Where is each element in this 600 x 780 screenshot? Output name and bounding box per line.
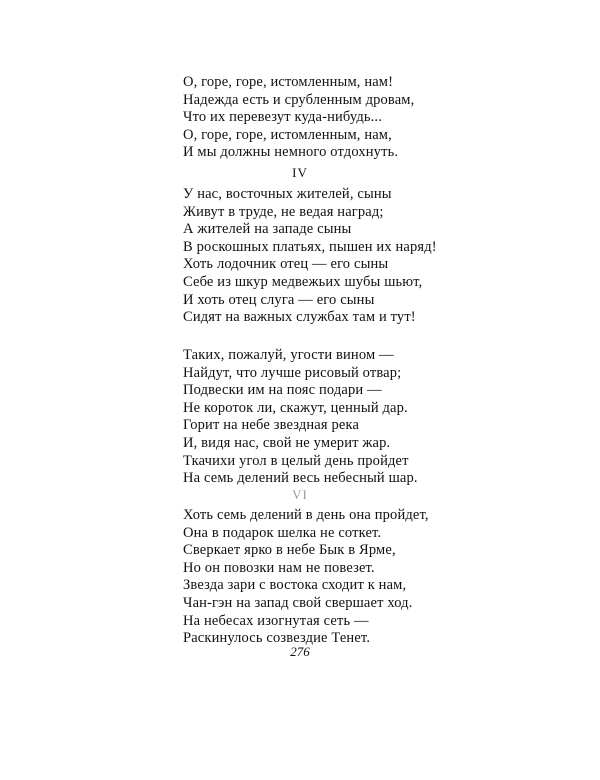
poem-line: Она в подарок шелка не соткет. <box>183 524 382 541</box>
poem-line: Не короток ли, скажут, ценный дар. <box>183 399 408 416</box>
stanza-4 <box>183 507 483 648</box>
poem-line: И, видя нас, свой не умерит жар. <box>183 434 391 451</box>
poem-line: У нас, восточных жителей, сыны <box>183 186 392 202</box>
poem-line: И мы должны немного отдохнуть. <box>183 144 399 161</box>
poem-line: Найдут, что лучше рисовый отвар; <box>183 364 402 381</box>
poem-line: Хоть семь делений в день она пройдет, <box>183 507 429 523</box>
stanza-3 <box>183 347 483 488</box>
page-number: 276 <box>290 644 310 659</box>
poem-line: Хоть лодочник отец — его сыны <box>183 256 389 273</box>
section-numeral-iv: IV <box>292 165 308 180</box>
poem-line: Сверкает ярко в небе Бык в Ярме, <box>183 542 396 559</box>
poem-line: Себе из шкур медвежьих шубы шьют, <box>183 273 423 290</box>
poem-line: Надежда есть и срубленным дровам, <box>183 91 415 108</box>
poem-line: Что их перевезут куда-нибудь... <box>183 109 382 126</box>
poem-line: Живут в труде, не ведая наград; <box>183 203 384 220</box>
poem-line: О, горе, горе, истомленным, нам, <box>183 126 392 143</box>
poem-line: В роскошных платьях, пышен их наряд! <box>183 238 437 255</box>
poem-line: Ткачихи угол в целый день пройдет <box>183 452 409 469</box>
poem-line: И хоть отец слуга — его сыны <box>183 291 375 308</box>
poem-line: А жителей на западе сыны <box>183 221 352 238</box>
poem-line: Подвески им на пояс подари — <box>183 382 382 399</box>
stanza-2 <box>183 186 483 327</box>
poem-line: На семь делений весь небесный шар. <box>183 470 418 487</box>
poem-line: На небесах изогнутая сеть — <box>183 612 369 629</box>
poem-line: Звезда зари с востока сходит к нам, <box>183 577 407 594</box>
stanza-1 <box>183 74 483 162</box>
poem-line: Но он повозки нам не повезет. <box>183 559 375 576</box>
poem-line: О, горе, горе, истомленным, нам! <box>183 74 394 90</box>
poem-line: Горит на небе звездная река <box>183 417 360 434</box>
poem-line: Раскинулось созвездие Тенет. <box>183 630 371 647</box>
poem-line: Таких, пожалуй, угости вином — <box>183 347 394 363</box>
poem-line: Сидят на важных службах там и тут! <box>183 309 416 326</box>
poem-line: Чан-гэн на запад свой свершает ход. <box>183 594 413 611</box>
section-numeral-vi: VI <box>292 487 308 502</box>
